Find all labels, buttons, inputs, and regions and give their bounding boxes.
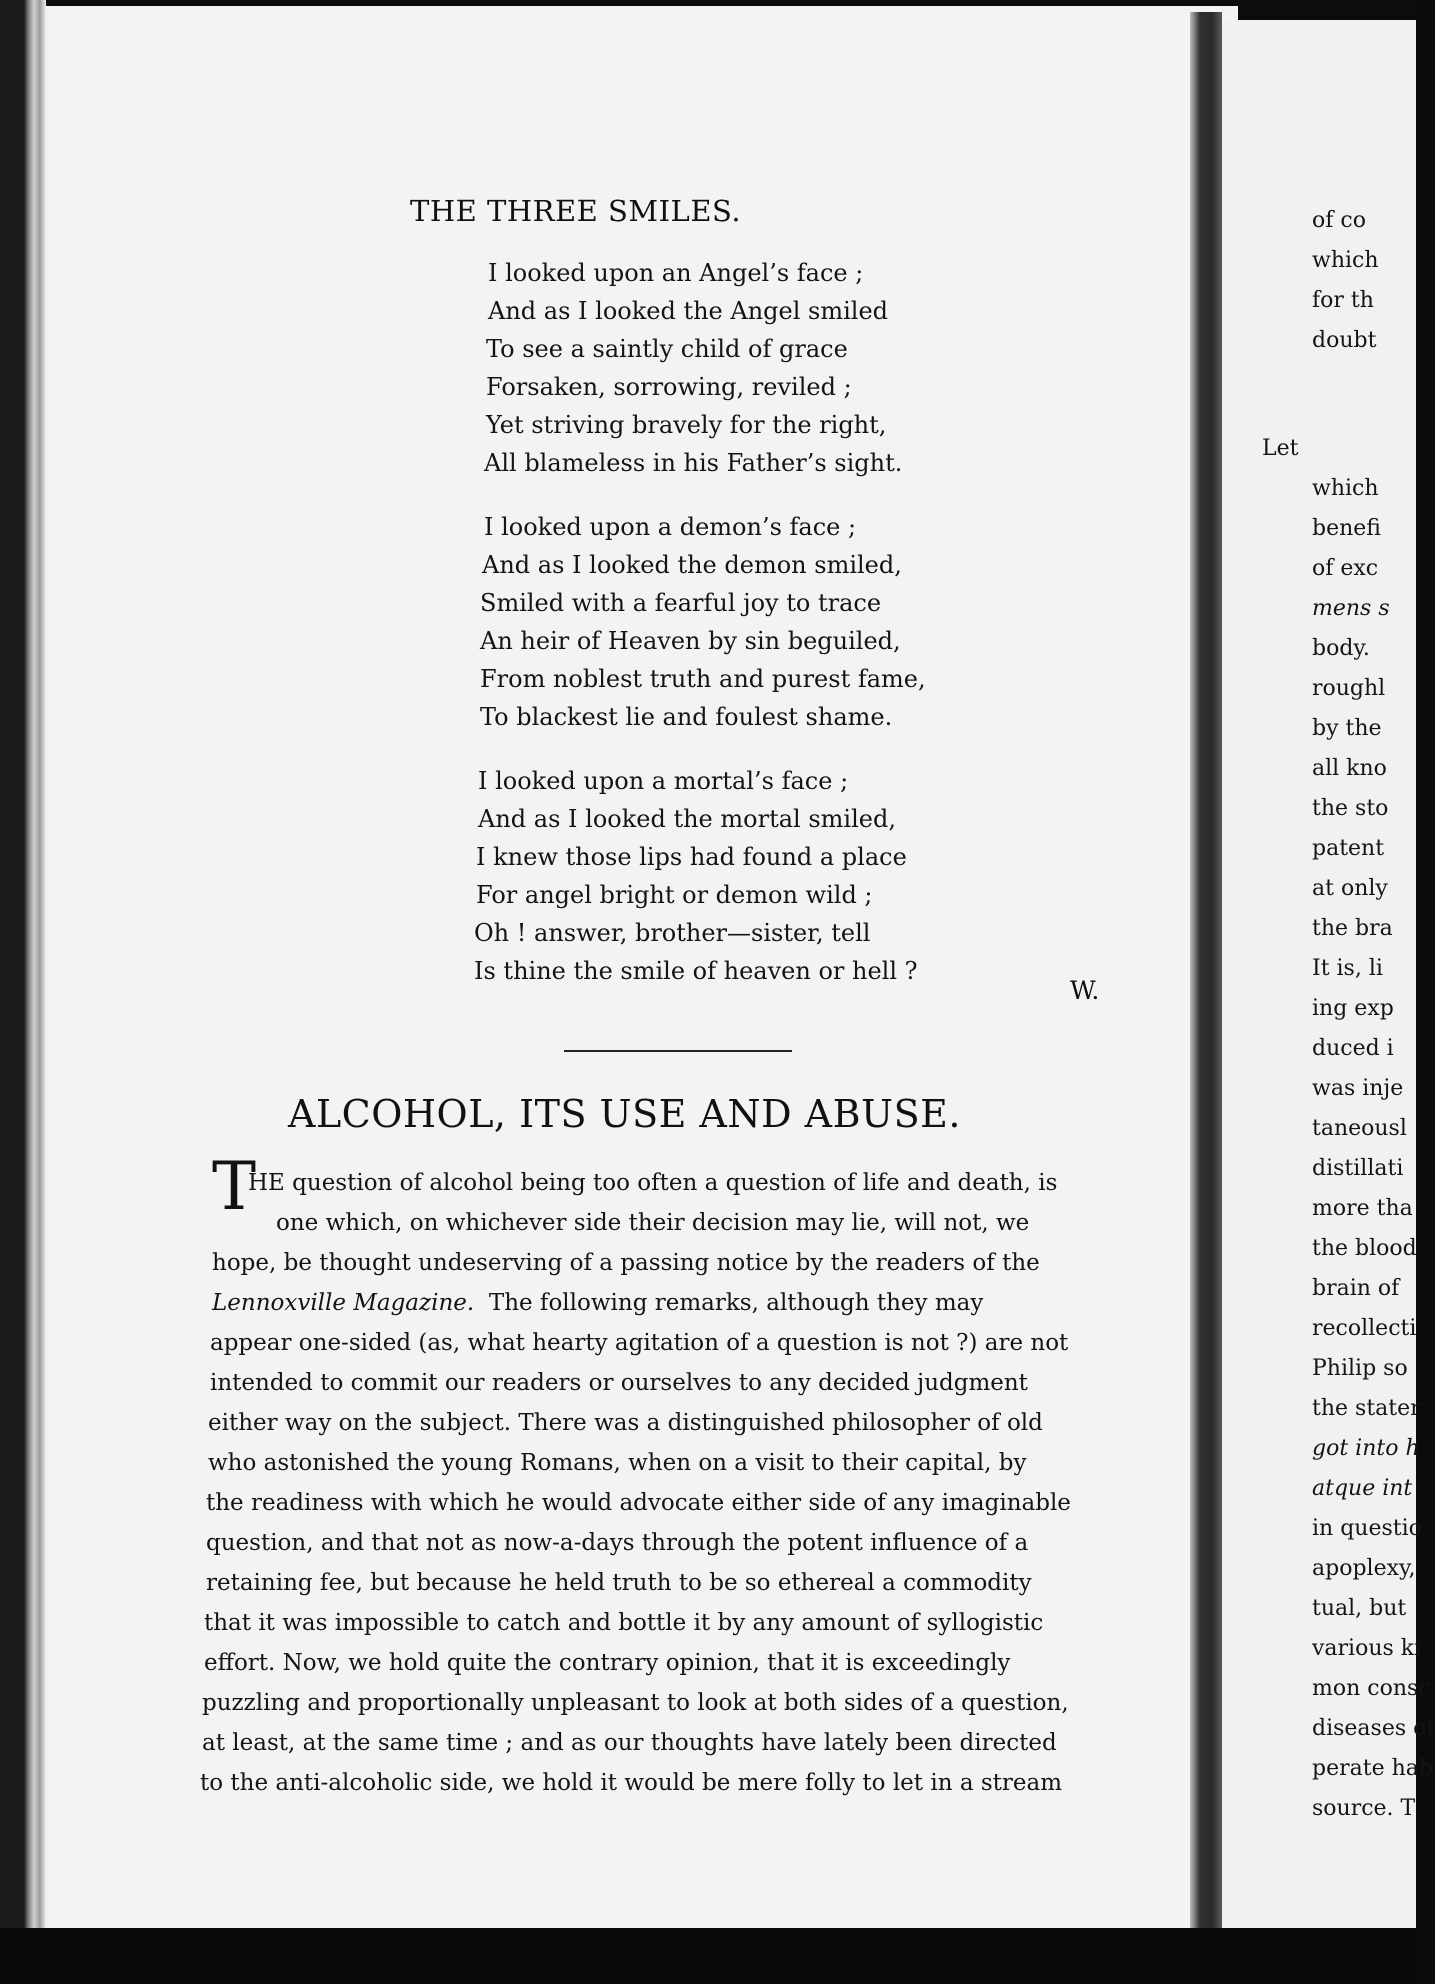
poem-line: And as I looked the mortal smiled, <box>478 805 896 833</box>
facing-page-line: ing exp <box>1312 996 1394 1021</box>
article-line: the readiness with which he would advocate either side of any imaginable <box>206 1490 1071 1516</box>
article-line: effort. Now, we hold quite the contrary opinion, that it is exceedingly <box>204 1650 1011 1676</box>
section-divider <box>564 1050 792 1052</box>
poem-line: All blameless in his Father’s sight. <box>484 449 903 477</box>
facing-page-line: by the <box>1312 716 1382 741</box>
scan-bottom-border <box>0 1928 1416 1984</box>
facing-page-line: brain of <box>1312 1276 1400 1301</box>
magazine-name: Lennoxville Magazine. <box>212 1290 475 1316</box>
article-line: who astonished the young Romans, when on a visit to their capital, by <box>208 1450 1027 1476</box>
poem-signature: W. <box>1070 976 1100 1005</box>
facing-page-line: more tha <box>1312 1196 1413 1221</box>
facing-page-line: tual, but <box>1312 1596 1407 1621</box>
facing-page-line: taneousl <box>1312 1116 1407 1141</box>
article-line: retaining fee, but because he held truth to be so ethereal a commodity <box>206 1570 1032 1596</box>
poem-line: To see a saintly child of grace <box>486 335 848 363</box>
poem-line: From noblest truth and purest fame, <box>480 665 926 693</box>
poem-title: THE THREE SMILES. <box>410 194 742 228</box>
facing-page-line: all kno <box>1312 756 1387 781</box>
facing-page-line: the stater <box>1312 1396 1421 1421</box>
facing-page-line: the sto <box>1312 796 1389 821</box>
poem-line: I looked upon a mortal’s face ; <box>478 767 849 795</box>
facing-page-line: duced i <box>1312 1036 1394 1061</box>
facing-page-line: diseases of <box>1312 1716 1435 1741</box>
facing-page-line: doubt <box>1312 328 1377 353</box>
poem-line: Is thine the smile of heaven or hell ? <box>474 957 918 985</box>
poem-line: I looked upon an Angel’s face ; <box>488 259 864 287</box>
poem-line: I knew those lips had found a place <box>476 843 907 871</box>
facing-page-line: in questio <box>1312 1516 1422 1541</box>
poem-line: For angel bright or demon wild ; <box>476 881 873 909</box>
facing-page-line: benefi <box>1312 516 1381 541</box>
book-left-edge <box>0 0 46 1930</box>
facing-page-line: got into h <box>1312 1436 1420 1461</box>
facing-page-line: It is, li <box>1312 956 1383 981</box>
facing-page-line: atque int <box>1312 1476 1413 1501</box>
facing-page-line: which <box>1312 476 1379 501</box>
article-line: that it was impossible to catch and bottle it by any amount of syllogistic <box>204 1610 1044 1636</box>
facing-page-line: of exc <box>1312 556 1379 581</box>
article-line: intended to commit our readers or ourselves to any decided judgment <box>210 1370 1028 1396</box>
facing-page-line: roughl <box>1312 676 1386 701</box>
facing-page-line: for th <box>1312 288 1374 313</box>
poem-line: Oh ! answer, brother—sister, tell <box>474 919 871 947</box>
article-line: one which, on whichever side their decision may lie, will not, we <box>276 1210 1030 1236</box>
facing-page-line: body. <box>1312 636 1370 661</box>
facing-page-line: of co <box>1312 208 1366 233</box>
poem-line: And as I looked the demon smiled, <box>482 551 902 579</box>
facing-page-line: distillati <box>1312 1156 1404 1181</box>
article-line: either way on the subject. There was a distinguished philosopher of old <box>208 1410 1043 1436</box>
facing-page-line: perate hab <box>1312 1756 1433 1781</box>
article-line: to the anti-alcoholic side, we hold it would be mere folly to let in a stream <box>200 1770 1063 1796</box>
poem-line: I looked upon a demon’s face ; <box>484 513 857 541</box>
facing-page-line: was inje <box>1312 1076 1404 1101</box>
facing-page-line: patent <box>1312 836 1385 861</box>
article-line: at least, at the same time ; and as our thoughts have lately been directed <box>202 1730 1057 1756</box>
article-line: HE question of alcohol being too often a question of life and death, is <box>248 1170 1058 1196</box>
poem-line: Forsaken, sorrowing, reviled ; <box>486 373 852 401</box>
facing-page-line: apoplexy, <box>1312 1556 1416 1581</box>
article-line: hope, be thought undeserving of a passing notice by the readers of the <box>212 1250 1040 1276</box>
poem-line: And as I looked the Angel smiled <box>488 297 889 325</box>
facing-page-line: Let <box>1262 436 1299 461</box>
poem-line: Yet striving bravely for the right, <box>486 411 887 439</box>
poem-line: To blackest lie and foulest shame. <box>480 703 893 731</box>
facing-page-line: at only <box>1312 876 1388 901</box>
facing-page-line: the bra <box>1312 916 1393 941</box>
article-line: appear one-sided (as, what hearty agitation of a question is not ?) are not <box>210 1330 1069 1356</box>
facing-page-line: mon consc <box>1312 1676 1431 1701</box>
facing-page-line: the blood <box>1312 1236 1417 1261</box>
poem-line: Smiled with a fearful joy to trace <box>480 589 882 617</box>
article-line: Lennoxville Magazine. The following remarks, although they may <box>212 1290 984 1316</box>
facing-page-line: which <box>1312 248 1379 273</box>
facing-page-line: recollecti <box>1312 1316 1417 1341</box>
article-line: puzzling and proportionally unpleasant to look at both sides of a question, <box>202 1690 1069 1716</box>
book-gutter <box>1190 12 1222 1928</box>
facing-page-line: various ki <box>1312 1636 1422 1661</box>
facing-page-line: source. T <box>1312 1796 1416 1821</box>
drop-cap: T <box>212 1148 257 1225</box>
article-heading: ALCOHOL, ITS USE AND ABUSE. <box>288 1092 961 1136</box>
article-line: question, and that not as now-a-days through the potent influence of a <box>206 1530 1029 1556</box>
facing-page-line: Philip so <box>1312 1356 1408 1381</box>
poem-line: An heir of Heaven by sin beguiled, <box>480 627 901 655</box>
facing-page-line: mens s <box>1312 596 1390 621</box>
